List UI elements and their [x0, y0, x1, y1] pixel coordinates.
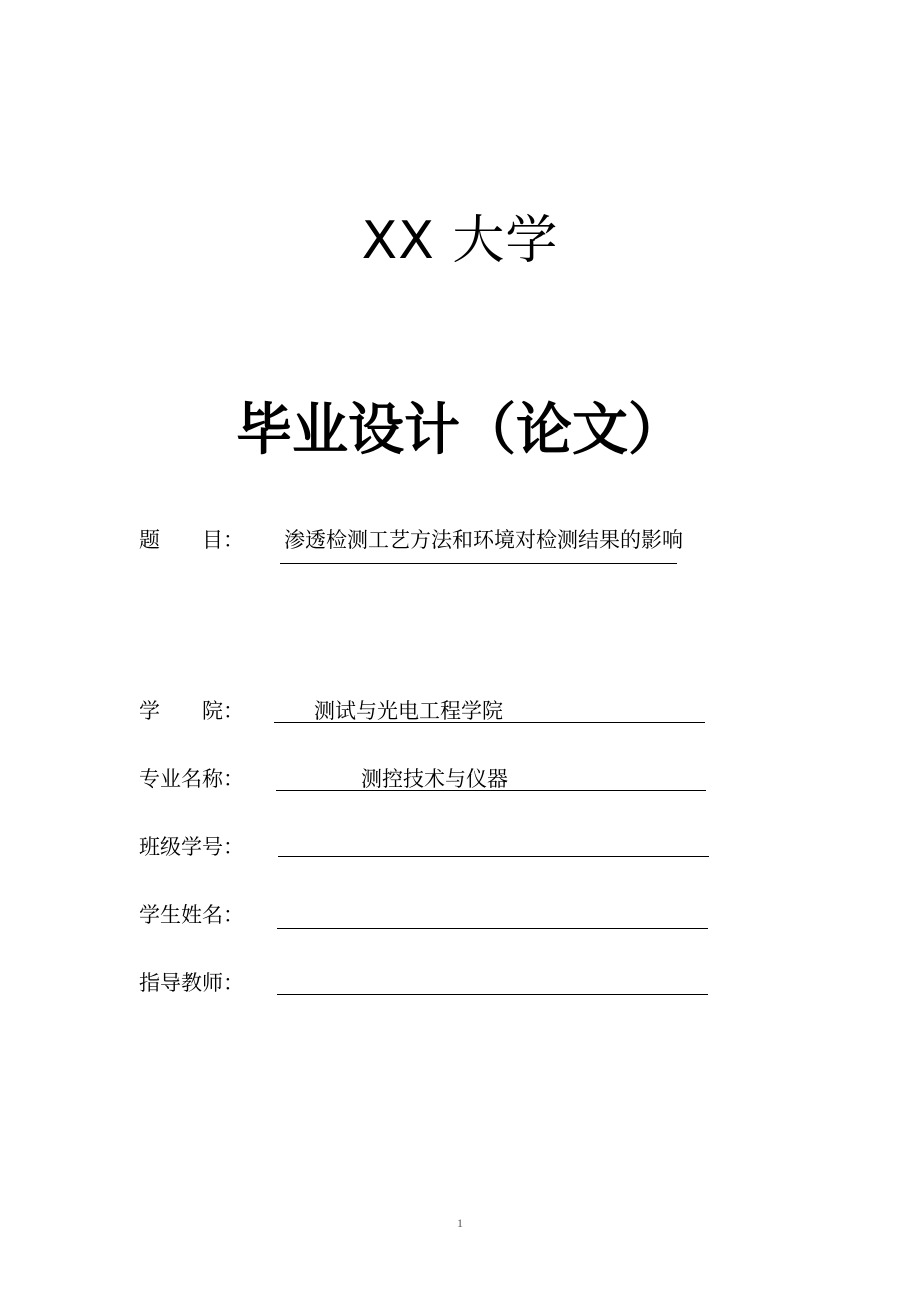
college-label: 学 院：: [139, 699, 244, 723]
major-underline: [276, 790, 706, 791]
class-id-label: 班级学号：: [139, 835, 244, 859]
student-name-label: 学生姓名：: [139, 903, 244, 927]
topic-value: 渗透检测工艺方法和环境对检测结果的影响: [284, 528, 683, 552]
topic-underline: [280, 563, 677, 564]
college-value: 测试与光电工程学院: [314, 699, 503, 723]
university-name: XX 大学: [361, 211, 559, 271]
class-id-underline: [278, 856, 709, 857]
page-number: 1: [457, 1216, 463, 1230]
document-type-title: 毕业设计（论文）: [236, 398, 684, 463]
advisor-underline: [277, 994, 708, 995]
topic-label: 题 目：: [139, 528, 244, 552]
college-underline: [274, 722, 705, 723]
major-value: 测控技术与仪器: [361, 767, 508, 791]
student-name-underline: [277, 928, 708, 929]
major-label: 专业名称：: [139, 767, 244, 791]
advisor-label: 指导教师：: [139, 971, 244, 995]
